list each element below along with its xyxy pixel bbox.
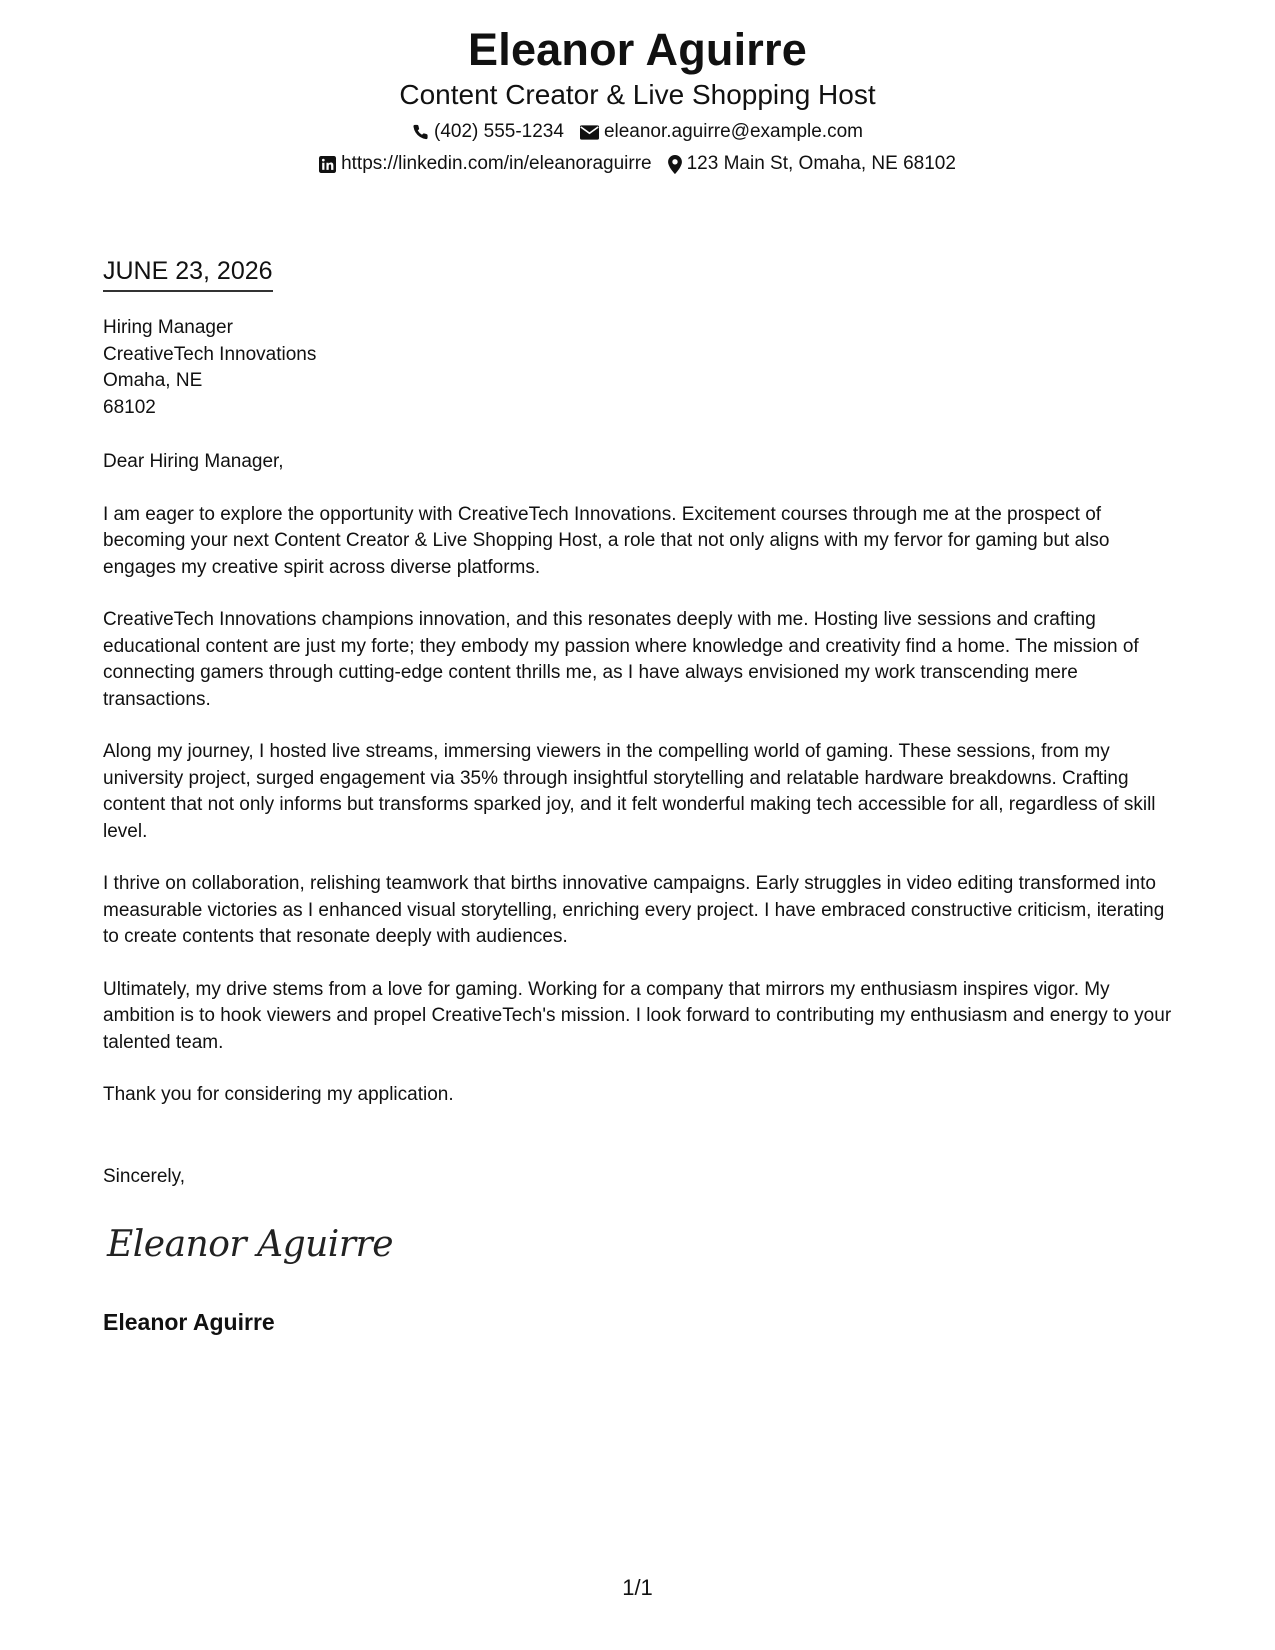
closing: Sincerely, — [103, 1166, 186, 1187]
recipient-line: 68102 — [103, 396, 156, 418]
page-number: 1/1 — [622, 1575, 653, 1600]
contact-email — [580, 120, 863, 144]
contact-row-2 — [0, 152, 1275, 176]
envelope-icon — [580, 125, 599, 140]
address-text: 123 Main St, Omaha, NE 68102 — [686, 153, 956, 174]
email-text: eleanor.aguirre@example.com — [603, 121, 863, 142]
applicant-name: Eleanor Aguirre — [468, 24, 807, 75]
letter-date: JUNE 23, 2026 — [103, 255, 273, 292]
phone-text: (402) 555-1234 — [434, 121, 564, 142]
handwritten-signature — [103, 1212, 394, 1277]
body-paragraph: I thrive on collaboration, relishing teamwork that births innovative campaigns. Early struggles in video editing transformed into measurable victories as I enhanced visual storytelling, enriching every project. I have embraced constructive criticism, iterating to create contents that resonate deeply with audiences. — [103, 873, 1165, 947]
signed-name: Eleanor Aguirre — [103, 1309, 275, 1335]
body-paragraph: Thank you for considering my application. — [103, 1084, 454, 1105]
recipient-line: Omaha, NE — [103, 370, 203, 391]
contact-phone — [412, 120, 564, 144]
recipient-line: CreativeTech Innovations — [103, 343, 317, 365]
svg-text:Eleanor Aguirre: Eleanor Aguirre — [107, 1224, 394, 1265]
phone-icon — [412, 123, 429, 141]
map-marker-icon — [668, 155, 682, 174]
body-paragraph: Along my journey, I hosted live streams, immersing viewers in the compelling world of gaming. These sessions, from my university project, surged engagement via 35% through insightful storytelling and relatable hardware breakdowns. Crafting content that not only informs but transforms sparked joy, and it felt wonderful making tech accessible for all, regardless of skill level. — [103, 741, 1156, 842]
contact-address — [668, 152, 956, 176]
linkedin-icon — [319, 156, 336, 173]
salutation: Dear Hiring Manager, — [103, 451, 284, 472]
body-paragraph: CreativeTech Innovations champions innovation, and this resonates deeply with me. Hosting live sessions and crafting educational content are just my forte; they embody my passion where knowledge and creativity find a home. The mission of connecting gamers through cutting-edge content thrills me, as I have always envisioned my work transcending mere transactions. — [103, 609, 1139, 710]
linkedin-text: https://linkedin.com/in/eleanoraguirre — [341, 153, 652, 174]
contact-linkedin — [319, 152, 652, 176]
letter-body — [103, 449, 1178, 1135]
letter-header — [0, 22, 1275, 176]
contact-row-1 — [0, 120, 1275, 144]
recipient-block — [103, 315, 316, 421]
applicant-title: Content Creator & Live Shopping Host — [399, 79, 876, 110]
body-paragraph: I am eager to explore the opportunity with CreativeTech Innovations. Excitement courses through me at the prospect of becoming your next Content Creator & Live Shopping Host, a role that not only aligns with my fervor for gaming but also engages my creative spirit across diverse platforms. — [103, 503, 1110, 578]
recipient-line: Hiring Manager — [103, 317, 233, 338]
body-paragraph: Ultimately, my drive stems from a love for gaming. Working for a company that mirrors my enthusiasm inspires vigor. My ambition is to hook viewers and propel CreativeTech's mission. I look forward to contributing my enthusiasm and energy to your talented team. — [103, 978, 1172, 1053]
